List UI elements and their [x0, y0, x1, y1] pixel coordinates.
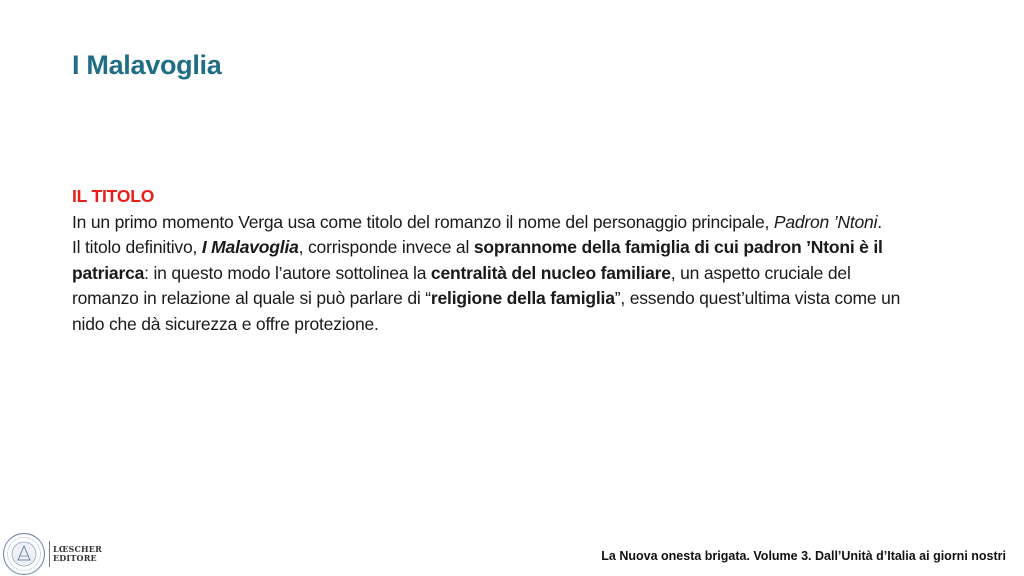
paragraph2-bold-centrality: centralità del nucleo familiare — [430, 262, 671, 283]
paragraph2-text-5: ”, essendo quest’ultima vista come un nido che dà sicurezza e offre protezione. — [72, 288, 901, 334]
paragraph-final-title — [72, 235, 902, 337]
paragraph1-end: . — [877, 211, 882, 232]
paragraph2-bold-nickname: soprannome della famiglia di cui padron ’Ntoni è il patriarca — [72, 237, 883, 283]
publisher-seal-icon — [2, 532, 46, 576]
paragraph-original-title — [72, 210, 902, 236]
paragraph2-bold-religion: religione della famiglia — [430, 288, 615, 309]
logo-divider — [49, 541, 50, 567]
slide-title: I Malavoglia — [72, 50, 222, 80]
publisher-name — [53, 545, 102, 563]
publisher-logo — [2, 532, 102, 576]
paragraph1-text: In un primo momento Verga usa come titolo del romanzo il nome del personaggio principale, — [72, 211, 774, 232]
section-heading: IL TITOLO — [72, 186, 155, 206]
footer-caption: La Nuova onesta brigata. Volume 3. Dall’Unità d’Italia ai giorni nostri — [601, 549, 1006, 563]
paragraph2-text-4: , un aspetto cruciale del romanzo in relazione al quale si può parlare di “ — [72, 262, 851, 309]
publisher-name-line2: EDITORE — [53, 553, 97, 563]
paragraph2-title-italic: I Malavoglia — [201, 237, 299, 258]
paragraph1-italic-name: Padron ’Ntoni — [773, 211, 878, 232]
slide-body — [72, 184, 902, 338]
publisher-name-line1: LŒSCHER — [53, 544, 102, 554]
paragraph2-text-1: Il titolo definitivo, — [72, 237, 202, 258]
paragraph2-text-2: , corrisponde invece al — [298, 237, 474, 258]
paragraph2-text-3: : in questo modo l’autore sottolinea la — [144, 262, 431, 283]
